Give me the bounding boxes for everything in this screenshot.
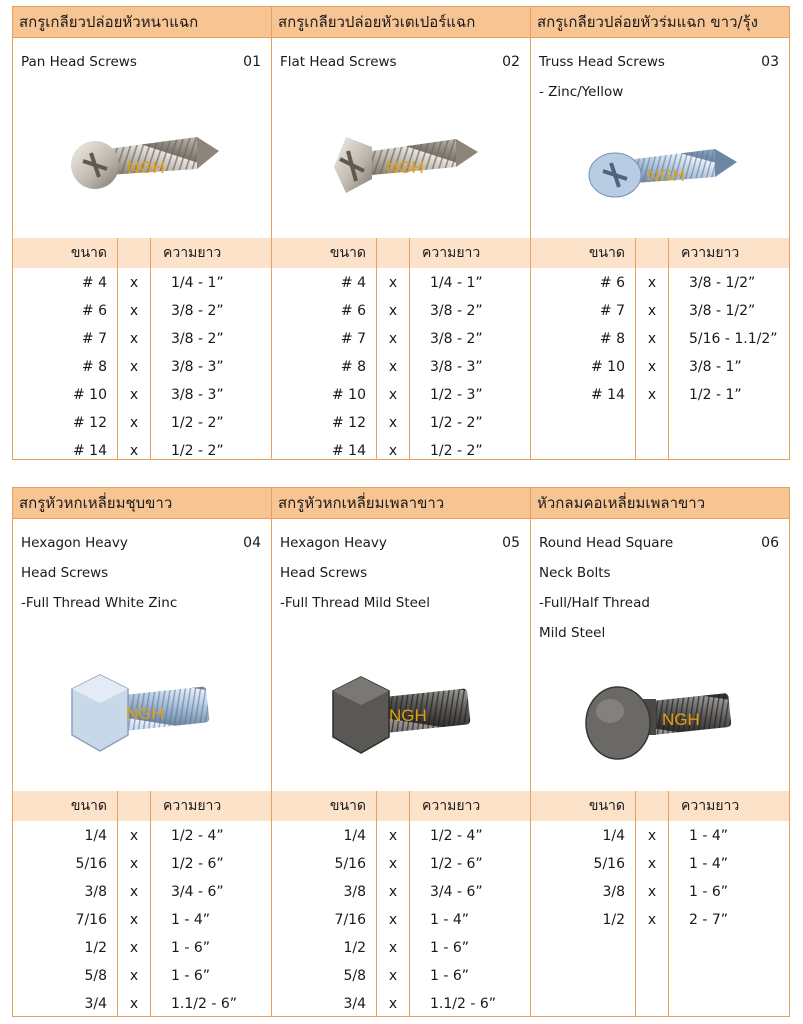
size-value: # 14 bbox=[591, 387, 625, 403]
times-symbol: x bbox=[129, 968, 139, 984]
length-column-header: ความยาว bbox=[422, 798, 481, 814]
size-row bbox=[531, 353, 789, 381]
product-number: 03 bbox=[761, 54, 779, 70]
product-title: สกรูเกลียวปล่อยหัวร่มแฉก ขาว/รุ้ง bbox=[531, 7, 789, 38]
size-table-body bbox=[531, 822, 789, 1016]
length-value: 1/2 - 2” bbox=[430, 443, 483, 459]
description-line: - Zinc/Yellow bbox=[539, 84, 624, 100]
description-line: -Full/Half Thread bbox=[539, 595, 650, 611]
size-table-header bbox=[13, 791, 271, 821]
description-line: Head Screws bbox=[280, 565, 368, 581]
product-description bbox=[21, 47, 263, 77]
length-value: 1 - 4” bbox=[689, 856, 729, 872]
description-line: Hexagon Heavy bbox=[21, 535, 128, 551]
description-line: -Full Thread White Zinc bbox=[21, 595, 178, 611]
length-value: 1.1/2 - 6” bbox=[171, 996, 238, 1012]
length-value: 3/8 - 1/2” bbox=[689, 275, 756, 291]
size-row bbox=[13, 990, 271, 1018]
size-row bbox=[272, 990, 530, 1018]
times-symbol: x bbox=[388, 828, 398, 844]
length-value: 1/2 - 6” bbox=[171, 856, 224, 872]
size-row bbox=[272, 878, 530, 906]
times-symbol: x bbox=[129, 884, 139, 900]
size-row bbox=[531, 381, 789, 409]
description-line: Hexagon Heavy bbox=[280, 535, 387, 551]
size-value: # 7 bbox=[340, 331, 366, 347]
size-value: 1/4 bbox=[84, 828, 107, 844]
size-row bbox=[272, 934, 530, 962]
times-symbol: x bbox=[388, 331, 398, 347]
size-row bbox=[13, 437, 271, 465]
size-row bbox=[13, 325, 271, 353]
flat-head-screw-photo bbox=[272, 102, 530, 222]
description-line: Flat Head Screws bbox=[280, 54, 397, 70]
description-line: -Full Thread Mild Steel bbox=[280, 595, 430, 611]
size-row bbox=[13, 878, 271, 906]
times-symbol: x bbox=[388, 856, 398, 872]
size-row bbox=[13, 850, 271, 878]
length-value: 1/2 - 1” bbox=[689, 387, 742, 403]
length-value: 1.1/2 - 6” bbox=[430, 996, 497, 1012]
size-row bbox=[13, 962, 271, 990]
size-column-header: ขนาด bbox=[329, 798, 366, 814]
times-symbol: x bbox=[129, 303, 139, 319]
product-description bbox=[280, 47, 522, 77]
times-symbol: x bbox=[129, 912, 139, 928]
size-row bbox=[531, 822, 789, 850]
length-value: 1/2 - 2” bbox=[171, 443, 224, 459]
times-symbol: x bbox=[647, 387, 657, 403]
times-symbol: x bbox=[388, 387, 398, 403]
size-value: 7/16 bbox=[75, 912, 107, 928]
times-symbol: x bbox=[129, 275, 139, 291]
length-value: 1 - 4” bbox=[430, 912, 470, 928]
length-column-header: ความยาว bbox=[163, 798, 222, 814]
size-row bbox=[272, 822, 530, 850]
size-row bbox=[272, 409, 530, 437]
size-row bbox=[13, 822, 271, 850]
length-column-header: ความยาว bbox=[681, 245, 740, 261]
length-value: 1/2 - 4” bbox=[430, 828, 483, 844]
length-value: 2 - 7” bbox=[689, 912, 729, 928]
size-value: # 7 bbox=[599, 303, 625, 319]
product-number: 04 bbox=[243, 535, 261, 551]
size-value: 5/16 bbox=[334, 856, 366, 872]
times-symbol: x bbox=[388, 884, 398, 900]
size-row bbox=[272, 381, 530, 409]
size-value: 1/2 bbox=[84, 940, 107, 956]
length-value: 3/8 - 2” bbox=[430, 303, 483, 319]
length-value: 1 - 6” bbox=[430, 940, 470, 956]
size-value: # 8 bbox=[599, 331, 625, 347]
size-value: 1/4 bbox=[343, 828, 366, 844]
times-symbol: x bbox=[129, 387, 139, 403]
size-value: # 4 bbox=[340, 275, 366, 291]
length-value: 3/8 - 2” bbox=[171, 331, 224, 347]
times-symbol: x bbox=[129, 996, 139, 1012]
times-symbol: x bbox=[129, 359, 139, 375]
size-value: # 6 bbox=[340, 303, 366, 319]
times-symbol: x bbox=[647, 828, 657, 844]
watermark: NGH bbox=[126, 704, 164, 723]
hex-bolt-steel-photo bbox=[272, 633, 530, 783]
times-symbol: x bbox=[647, 303, 657, 319]
size-value: # 12 bbox=[73, 415, 107, 431]
size-row bbox=[531, 878, 789, 906]
times-symbol: x bbox=[388, 996, 398, 1012]
size-table-header bbox=[531, 791, 789, 821]
product-number: 05 bbox=[502, 535, 520, 551]
size-value: # 12 bbox=[332, 415, 366, 431]
size-value: # 14 bbox=[73, 443, 107, 459]
size-row bbox=[531, 297, 789, 325]
product-description bbox=[21, 528, 263, 618]
size-value: # 10 bbox=[591, 359, 625, 375]
size-value: # 6 bbox=[81, 303, 107, 319]
product-title: สกรูหัวหกเหลี่ยมชุบขาว bbox=[13, 488, 271, 519]
length-value: 3/4 - 6” bbox=[171, 884, 224, 900]
size-table-body bbox=[531, 269, 789, 459]
times-symbol: x bbox=[388, 275, 398, 291]
size-row bbox=[531, 850, 789, 878]
size-table-body bbox=[272, 269, 530, 459]
length-value: 1/4 - 1” bbox=[171, 275, 224, 291]
length-column-header: ความยาว bbox=[681, 798, 740, 814]
size-value: # 8 bbox=[340, 359, 366, 375]
size-column-header: ขนาด bbox=[588, 245, 625, 261]
size-row bbox=[272, 269, 530, 297]
length-column-header: ความยาว bbox=[422, 245, 481, 261]
length-value: 1 - 6” bbox=[171, 940, 211, 956]
size-column-header: ขนาด bbox=[70, 245, 107, 261]
times-symbol: x bbox=[388, 940, 398, 956]
size-value: 1/2 bbox=[602, 912, 625, 928]
times-symbol: x bbox=[129, 331, 139, 347]
length-value: 3/8 - 2” bbox=[430, 331, 483, 347]
product-card-flat-head bbox=[272, 7, 531, 459]
size-value: 1/4 bbox=[602, 828, 625, 844]
product-number: 02 bbox=[502, 54, 520, 70]
size-row bbox=[272, 353, 530, 381]
length-value: 1/2 - 3” bbox=[430, 387, 483, 403]
size-column-header: ขนาด bbox=[70, 798, 107, 814]
size-value: 5/16 bbox=[75, 856, 107, 872]
product-row-bottom bbox=[12, 487, 790, 1017]
size-row bbox=[13, 934, 271, 962]
size-table-body bbox=[13, 822, 271, 1016]
length-value: 1/4 - 1” bbox=[430, 275, 483, 291]
size-value: # 4 bbox=[81, 275, 107, 291]
product-card-truss-head bbox=[531, 7, 789, 459]
times-symbol: x bbox=[647, 884, 657, 900]
length-value: 1 - 6” bbox=[689, 884, 729, 900]
carriage-bolt-photo bbox=[531, 648, 789, 783]
size-value: 5/8 bbox=[84, 968, 107, 984]
times-symbol: x bbox=[388, 359, 398, 375]
product-card-hex-steel bbox=[272, 488, 531, 1016]
size-table-body bbox=[13, 269, 271, 459]
description-line: Round Head Square bbox=[539, 535, 674, 551]
size-row bbox=[272, 325, 530, 353]
size-row bbox=[13, 381, 271, 409]
size-row bbox=[531, 906, 789, 934]
times-symbol: x bbox=[129, 415, 139, 431]
times-symbol: x bbox=[129, 828, 139, 844]
size-row bbox=[13, 353, 271, 381]
size-row bbox=[272, 297, 530, 325]
size-value: # 10 bbox=[73, 387, 107, 403]
size-value: # 8 bbox=[81, 359, 107, 375]
length-value: 3/8 - 3” bbox=[430, 359, 483, 375]
size-value: # 6 bbox=[599, 275, 625, 291]
size-column-header: ขนาด bbox=[329, 245, 366, 261]
truss-head-screw-photo bbox=[531, 112, 789, 227]
length-value: 1/2 - 6” bbox=[430, 856, 483, 872]
times-symbol: x bbox=[129, 940, 139, 956]
size-value: 1/2 bbox=[343, 940, 366, 956]
product-description bbox=[280, 528, 522, 618]
size-value: 3/4 bbox=[84, 996, 107, 1012]
length-value: 1 - 6” bbox=[430, 968, 470, 984]
length-value: 1/2 - 2” bbox=[171, 415, 224, 431]
size-row bbox=[531, 269, 789, 297]
product-title: สกรูเกลียวปล่อยหัวเตเปอร์แฉก bbox=[272, 7, 530, 38]
size-row bbox=[13, 297, 271, 325]
size-row bbox=[272, 437, 530, 465]
times-symbol: x bbox=[388, 912, 398, 928]
size-value: 3/8 bbox=[602, 884, 625, 900]
length-value: 3/8 - 1” bbox=[689, 359, 742, 375]
length-value: 1/2 - 2” bbox=[430, 415, 483, 431]
size-row bbox=[272, 962, 530, 990]
size-table-header bbox=[13, 238, 271, 268]
length-value: 3/4 - 6” bbox=[430, 884, 483, 900]
size-value: 5/16 bbox=[593, 856, 625, 872]
product-number: 06 bbox=[761, 535, 779, 551]
product-title: สกรูเกลียวปล่อยหัวหนาแฉก bbox=[13, 7, 271, 38]
size-table-header bbox=[531, 238, 789, 268]
description-line: Truss Head Screws bbox=[539, 54, 665, 70]
length-value: 1 - 6” bbox=[171, 968, 211, 984]
times-symbol: x bbox=[647, 912, 657, 928]
times-symbol: x bbox=[129, 856, 139, 872]
times-symbol: x bbox=[388, 443, 398, 459]
product-number: 01 bbox=[243, 54, 261, 70]
watermark: NGH bbox=[386, 158, 424, 177]
length-column-header: ความยาว bbox=[163, 245, 222, 261]
length-value: 3/8 - 3” bbox=[171, 359, 224, 375]
size-row bbox=[13, 269, 271, 297]
watermark: NGH bbox=[662, 709, 700, 729]
size-value: 7/16 bbox=[334, 912, 366, 928]
size-row bbox=[13, 409, 271, 437]
product-description bbox=[539, 528, 781, 648]
pan-head-screw-photo bbox=[13, 102, 271, 222]
size-table-header bbox=[272, 791, 530, 821]
times-symbol: x bbox=[647, 856, 657, 872]
description-line: Mild Steel bbox=[539, 625, 606, 641]
watermark: NGH bbox=[127, 158, 165, 177]
product-title: สกรูหัวหกเหลี่ยมเพลาขาว bbox=[272, 488, 530, 519]
size-value: # 7 bbox=[81, 331, 107, 347]
times-symbol: x bbox=[647, 275, 657, 291]
watermark: NGH bbox=[389, 706, 427, 725]
length-value: 3/8 - 2” bbox=[171, 303, 224, 319]
size-value: 3/8 bbox=[84, 884, 107, 900]
length-value: 1 - 4” bbox=[171, 912, 211, 928]
size-row bbox=[13, 906, 271, 934]
times-symbol: x bbox=[388, 415, 398, 431]
product-row-top bbox=[12, 6, 790, 460]
times-symbol: x bbox=[388, 968, 398, 984]
description-line: Neck Bolts bbox=[539, 565, 611, 581]
size-value: 5/8 bbox=[343, 968, 366, 984]
size-row bbox=[272, 906, 530, 934]
product-title: หัวกลมคอเหลี่ยมเพลาขาว bbox=[531, 488, 789, 519]
size-table-header bbox=[272, 238, 530, 268]
size-value: 3/8 bbox=[343, 884, 366, 900]
size-value: # 14 bbox=[332, 443, 366, 459]
product-description bbox=[539, 47, 781, 107]
product-card-hex-zinc bbox=[13, 488, 272, 1016]
product-card-pan-head bbox=[13, 7, 272, 459]
size-row bbox=[531, 325, 789, 353]
hex-bolt-zinc-photo bbox=[13, 633, 271, 783]
size-value: 3/4 bbox=[343, 996, 366, 1012]
product-card-carriage-bolt bbox=[531, 488, 789, 1016]
times-symbol: x bbox=[388, 303, 398, 319]
length-value: 3/8 - 3” bbox=[171, 387, 224, 403]
watermark: NGH bbox=[647, 165, 685, 185]
size-column-header: ขนาด bbox=[588, 798, 625, 814]
times-symbol: x bbox=[129, 443, 139, 459]
length-value: 3/8 - 1/2” bbox=[689, 303, 756, 319]
length-value: 1/2 - 4” bbox=[171, 828, 224, 844]
times-symbol: x bbox=[647, 331, 657, 347]
times-symbol: x bbox=[647, 359, 657, 375]
description-line: Pan Head Screws bbox=[21, 54, 137, 70]
length-value: 1 - 4” bbox=[689, 828, 729, 844]
size-row bbox=[272, 850, 530, 878]
size-value: # 10 bbox=[332, 387, 366, 403]
size-table-body bbox=[272, 822, 530, 1016]
description-line: Head Screws bbox=[21, 565, 109, 581]
length-value: 5/16 - 1.1/2” bbox=[689, 331, 778, 347]
